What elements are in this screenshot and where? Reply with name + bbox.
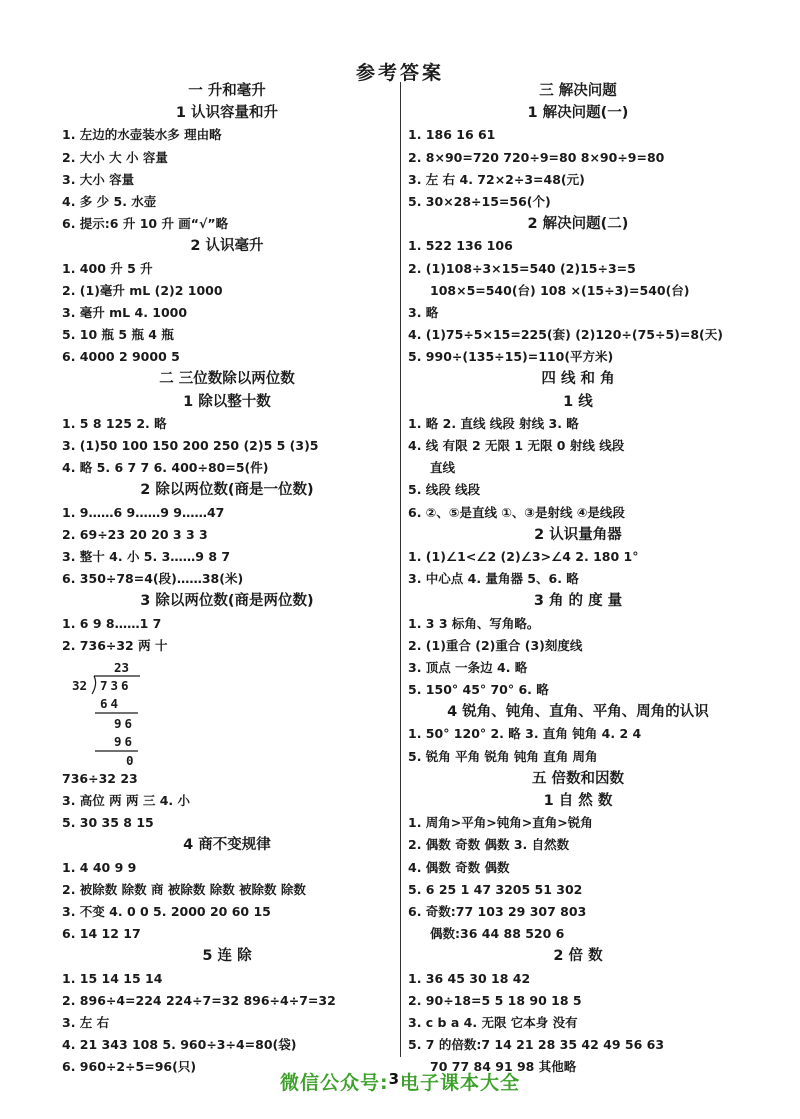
- answer-line: 4. 多 少 5. 水壶: [62, 193, 157, 209]
- section-heading: 2 认识量角器: [534, 526, 622, 543]
- answer-line: 2. 736÷32 两 十: [62, 637, 168, 653]
- answer-line: 5. 150° 45° 70° 6. 略: [408, 682, 549, 698]
- answer-line: 1. 6 9 8……1 7: [62, 615, 162, 631]
- answer-line: 4. 21 343 108 5. 960÷3÷4=80(袋): [62, 1037, 297, 1053]
- answer-line: 5. 30 35 8 15: [62, 815, 154, 831]
- answer-line: 2. 被除数 除数 商 被除数 除数 被除数 除数: [62, 881, 306, 897]
- answer-line: 1. 3 3 标角、写角略。: [408, 615, 540, 631]
- answer-line: 3. 高位 两 两 三 4. 小: [62, 793, 191, 809]
- answer-line: 4. 偶数 奇数 偶数: [408, 859, 510, 875]
- answer-line: 1. 186 16 61: [408, 127, 496, 143]
- section-heading: 3 除以两位数(商是两位数): [140, 593, 314, 610]
- answer-line: 2. 90÷18=5 5 18 90 18 5: [408, 992, 582, 1008]
- answer-line: 1. 周角>平角>钝角>直角>锐角: [408, 815, 593, 831]
- unit-heading: 三 解决问题: [539, 83, 617, 99]
- section-heading: 4 商不变规律: [183, 837, 271, 854]
- answer-line: 5. 6 25 1 47 3205 51 302: [408, 881, 583, 897]
- answer-line: 3. 略: [408, 304, 439, 320]
- division-step: 96: [114, 733, 136, 749]
- answer-line: 3. 毫升 mL 4. 1000: [62, 304, 188, 320]
- answer-line: 1. 4 40 9 9: [62, 859, 137, 875]
- unit-heading: 五 倍数和因数: [531, 770, 625, 787]
- column-divider: [400, 82, 401, 1057]
- answer-line: 2. (1)重合 (2)重合 (3)刻度线: [408, 637, 583, 653]
- answer-line: 3. 顶点 一条边 4. 略: [408, 659, 528, 675]
- answer-line: 4. (1)75÷5×15=225(套) (2)120÷(75÷5)=8(天): [408, 327, 723, 343]
- answer-line: 6. 奇数:77 103 29 307 803: [408, 903, 587, 919]
- unit-heading: 一 升和毫升: [188, 83, 266, 99]
- answer-line: 直线: [430, 460, 456, 476]
- left-column: [62, 80, 392, 1079]
- answer-line: 1. 400 升 5 升: [62, 260, 153, 276]
- answer-line: 2. 8×90=720 720÷9=80 8×90÷9=80: [408, 149, 665, 165]
- section-heading: 2 认识毫升: [190, 238, 264, 255]
- answer-line: 2. (1)108÷3×15=540 (2)15÷3=5: [408, 260, 636, 276]
- section-heading: 3 角 的 度 量: [533, 593, 623, 610]
- answer-line: 1. 36 45 30 18 42: [408, 970, 531, 986]
- answer-line: 4. 线 有限 2 无限 1 无限 0 射线 线段: [408, 438, 625, 453]
- section-heading: 2 解决问题(二): [527, 216, 629, 233]
- answer-line: 2. 偶数 奇数 偶数 3. 自然数: [408, 837, 570, 853]
- answer-line: 1. 略 2. 直线 线段 射线 3. 略: [408, 415, 579, 431]
- answer-line: 3. 左 右 4. 72×2÷3=48(元): [408, 171, 585, 187]
- division-remainder: 96: [114, 715, 136, 731]
- answer-line: 2. 大小 大 小 容量: [62, 149, 168, 165]
- section-heading: 1 认识容量和升: [175, 105, 279, 122]
- footer-text: 电子课本大全: [400, 1072, 521, 1094]
- answer-line: 3. 中心点 4. 量角器 5、6. 略: [408, 571, 579, 587]
- division-quotient: 23: [114, 659, 130, 675]
- answer-line: 1. (1)∠1<∠2 (2)∠3>∠4 2. 180 1°: [408, 548, 639, 564]
- section-heading: 2 除以两位数(商是一位数): [140, 482, 314, 499]
- answer-line: 3. (1)50 100 150 200 250 (2)5 5 (3)5: [62, 438, 319, 453]
- section-heading: 5 连 除: [202, 948, 252, 965]
- division-bracket: [92, 676, 96, 694]
- answer-line: 4. 略 5. 6 7 7 6. 400÷80=5(件): [62, 460, 269, 476]
- answer-line: 70 77 84 91 98 其他略: [430, 1059, 577, 1075]
- answer-line: 5. 锐角 平角 锐角 钝角 直角 周角: [408, 748, 598, 764]
- answer-line: 3. 整十 4. 小 5. 3……9 8 7: [62, 548, 231, 564]
- answer-line: 5. 7 的倍数:7 14 21 28 35 42 49 56 63: [408, 1037, 665, 1053]
- answer-line: 3. c b a 4. 无限 它本身 没有: [408, 1014, 578, 1030]
- section-heading: 1 解决问题(一): [527, 105, 629, 122]
- answer-line: 5. 30×28÷15=56(个): [408, 193, 551, 209]
- answer-line: 5. 10 瓶 5 瓶 4 瓶: [62, 327, 174, 343]
- footer-watermark: [0, 1068, 800, 1095]
- answer-line: 6. 提示:6 升 10 升 画“√”略: [62, 216, 229, 232]
- footer-text: 微信公众号:: [279, 1072, 389, 1094]
- answer-line: 6. 350÷78=4(段)……38(米): [62, 571, 244, 587]
- answer-line: 3. 左 右: [62, 1014, 110, 1030]
- answer-line: 1. 522 136 106: [408, 238, 513, 254]
- section-heading: 2 倍 数: [553, 948, 603, 965]
- section-heading: 1 线: [563, 393, 593, 410]
- answer-line: 1. 左边的水壶装水多 理由略: [62, 127, 222, 143]
- answer-line: 3. 不变 4. 0 0 5. 2000 20 60 15: [62, 904, 271, 919]
- answer-line: 1. 9……6 9……9 9……47: [62, 504, 225, 520]
- answer-line: 108×5=540(台) 108 ×(15÷3)=540(台): [430, 282, 690, 298]
- answer-line: 5. 线段 线段: [408, 482, 481, 498]
- answer-line: 6. 960÷2÷5=96(只): [62, 1059, 197, 1075]
- division-step: 64: [100, 695, 122, 711]
- division-dividend: 736: [100, 677, 132, 693]
- answer-line: 偶数:36 44 88 520 6: [430, 926, 565, 942]
- section-heading: 1 除以整十数: [183, 393, 271, 410]
- answer-line: 6. 4000 2 9000 5: [62, 349, 180, 365]
- right-column: [408, 80, 748, 1078]
- division-divisor: 32: [72, 677, 88, 693]
- answer-line: 2. 69÷23 20 20 3 3 3: [62, 526, 208, 542]
- page-number: 3: [388, 1070, 401, 1088]
- answer-line: 2. (1)毫升 mL (2)2 1000: [62, 282, 223, 298]
- section-heading: 4 锐角、钝角、直角、平角、周角的认识: [447, 704, 709, 721]
- unit-heading: 四 线 和 角: [541, 371, 615, 388]
- unit-heading: 二 三位数除以两位数: [159, 371, 295, 388]
- page-title: 参考答案: [355, 62, 444, 84]
- long-division: [62, 657, 392, 768]
- answer-line: 1. 5 8 125 2. 略: [62, 415, 167, 431]
- answer-line: 2. 896÷4=224 224÷7=32 896÷4÷7=32: [62, 992, 336, 1008]
- answer-line: 736÷32 23: [62, 770, 138, 786]
- answer-line: 5. 990÷(135÷15)=110(平方米): [408, 349, 614, 365]
- answer-line: 6. 14 12 17: [62, 926, 141, 942]
- answer-line: 1. 50° 120° 2. 略 3. 直角 钝角 4. 2 4: [408, 726, 642, 742]
- answer-line: 1. 15 14 15 14: [62, 970, 163, 986]
- division-remainder: 0: [126, 752, 134, 768]
- answer-line: 6. ②、⑤是直线 ①、③是射线 ④是线段: [408, 504, 625, 520]
- answer-line: 3. 大小 容量: [62, 171, 135, 187]
- section-heading: 1 自 然 数: [543, 793, 613, 809]
